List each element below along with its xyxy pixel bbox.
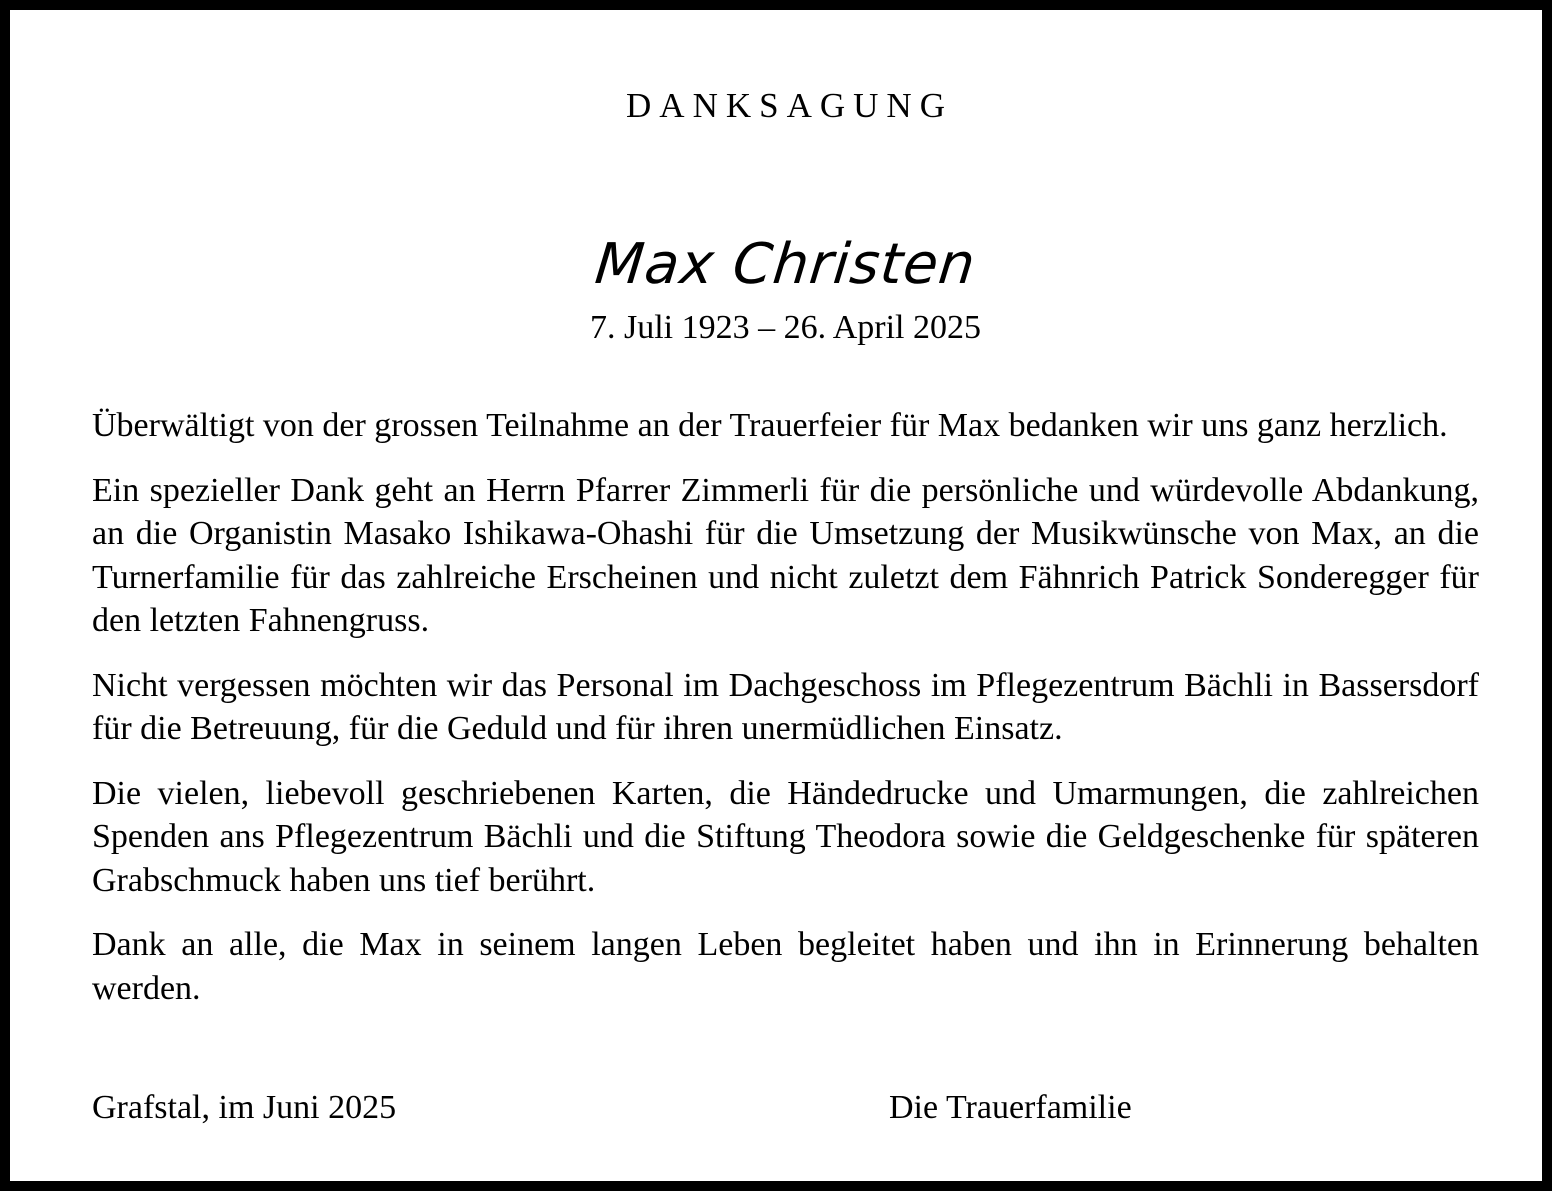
paragraph: Die vielen, liebevoll geschriebenen Karten, die Händedrucke und Umarmungen, die zahlreichen Spenden ans Pflegezentrum Bächli und die Stiftung Theodora sowie die Geldgeschenke für späteren Grabschmuck haben uns tief berührt.: [92, 774, 1479, 899]
paragraph: Dank an alle, die Max in seinem langen Leben begleitet haben und ihn in Erinnerung behalten werden.: [92, 926, 1479, 1007]
deceased-name: Max Christen: [592, 232, 979, 297]
paragraph: Nicht vergessen möchten wir das Personal im Dachgeschoss im Pflegezentrum Bächli in Bassersdorf für die Betreuung, für die Geduld und für ihren unermüdlichen Einsatz.: [92, 666, 1479, 747]
paragraph: Ein spezieller Dank geht an Herrn Pfarrer Zimmerli für die persönliche und würdevolle Abdankung, an die Organistin Masako Ishikawa-Ohashi für die Umsetzung der Musikwünsche von Max, an die Turnerfamilie für das zahlreiche Erscheinen und nicht zuletzt dem Fähnrich Patrick Sonderegger für den letzten Fahnengruss.: [92, 471, 1479, 639]
life-dates: 7. Juli 1923 – 26. April 2025: [589, 309, 982, 346]
signature: Die Trauerfamilie: [889, 1089, 1132, 1126]
place-and-date: Grafstal, im Juni 2025: [92, 1089, 397, 1126]
paragraph: Überwältigt von der grossen Teilnahme an der Trauerfeier für Max bedanken wir uns ganz herzlich.: [92, 407, 1448, 444]
notice-body: [92, 404, 1479, 1031]
notice-heading: DANKSAGUNG: [626, 86, 953, 125]
